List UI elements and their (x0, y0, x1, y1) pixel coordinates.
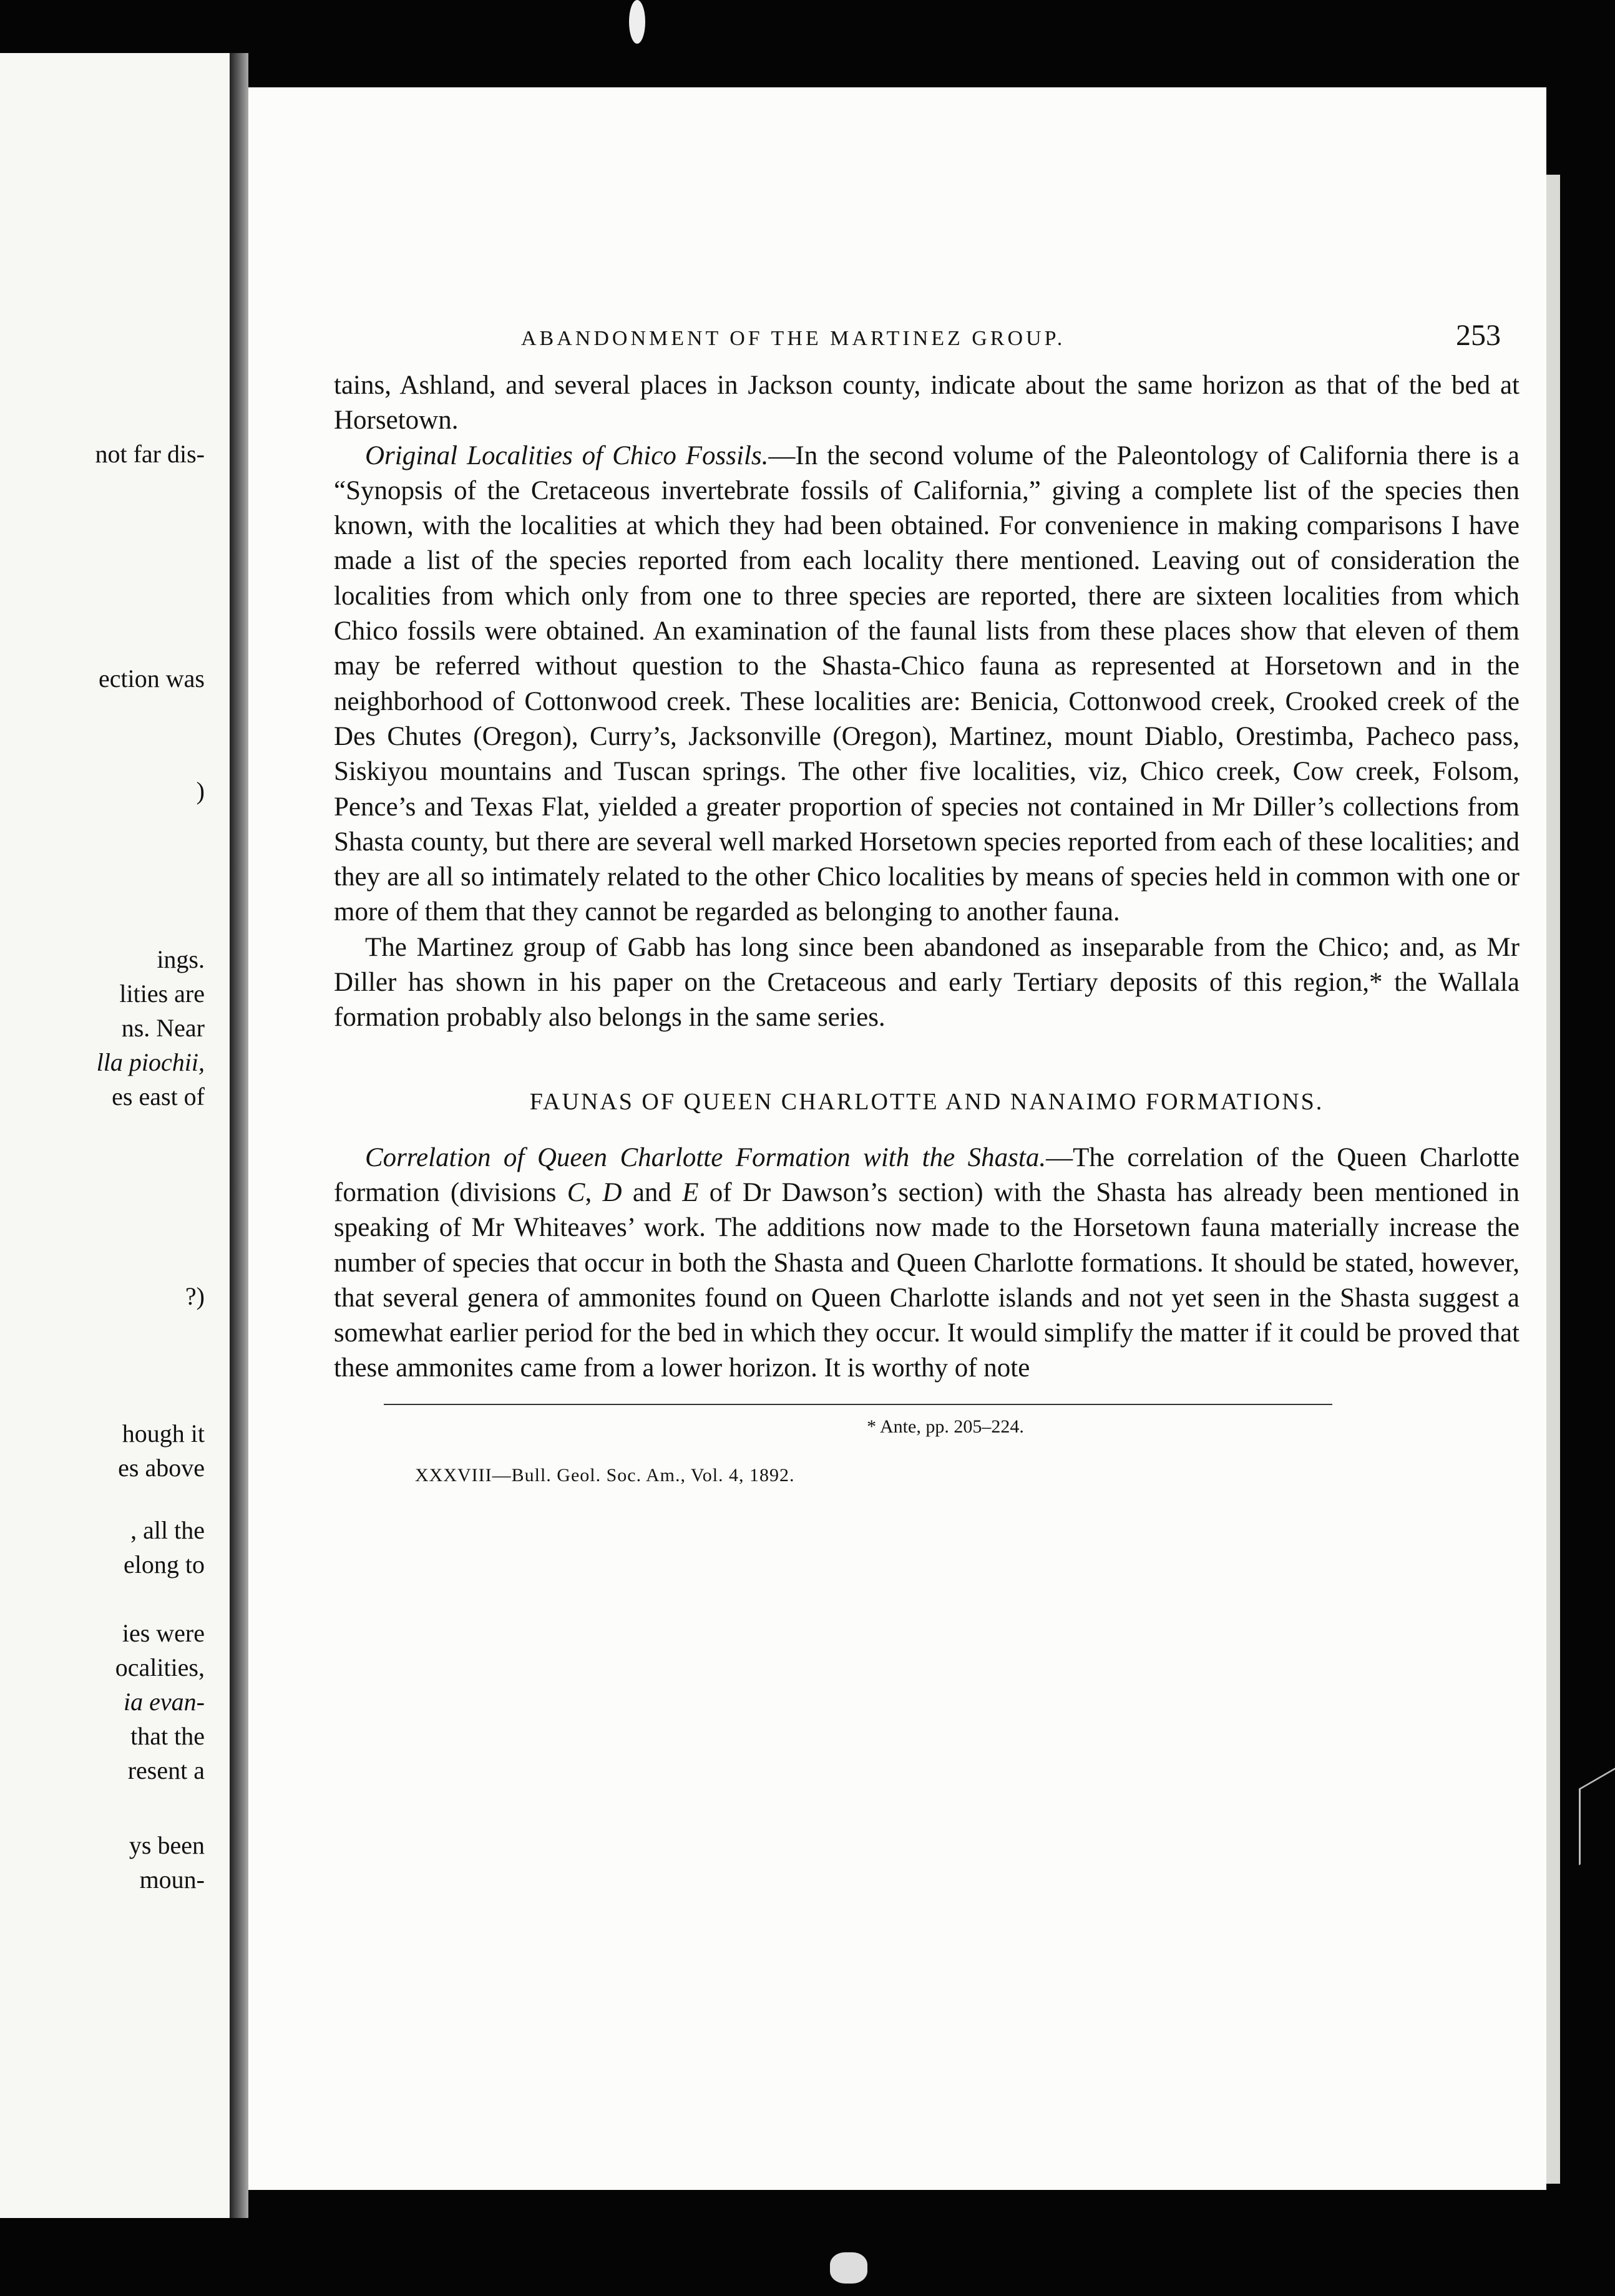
paragraph-heading: Correlation of Queen Charlotte Formation with the Shasta. (365, 1142, 1047, 1172)
paragraph-text: —In the second volume of the Paleontology of California there is a “Synopsis of the Cretaceous invertebrate fossils of California,” giving a complete list of the species then known, with the localities at which they had been obtained. For convenience in making comparisons I have made a list of the species reported from each locality there mentioned. Leaving out of consideration the localities from which only from one to three species are reported, there are sixteen localities from which Chico fossils were obtained. An examination of the faunal lists from these places show that eleven of them may be referred without question to the Shasta-Chico fauna as represented at Horsetown and in the neighborhood of Cottonwood creek. These localities are: Benicia, Cottonwood creek, Crooked creek of the Des Chutes (Oregon), Curry’s, Jacksonville (Oregon), Martinez, mount Diablo, Orestimba, Pacheco pass, Siskiyou mountains and Tuscan springs. The other five localities, viz, Chico creek, Cow creek, Folsom, Pence’s and Texas Flat, yielded a greater proportion of species not contained in Mr Diller’s collections from Shasta county, but there are several well marked Horsetown species reported from each of these localities; and they are all so intimately related to the other Chico localities by means of species held in common with one or more of them that they cannot be regarded as belonging to another fauna. (334, 440, 1520, 927)
facing-page-fragment: that the (130, 1722, 205, 1750)
facing-page-fragment: moun- (139, 1865, 205, 1894)
division-d: D (602, 1177, 622, 1207)
paragraph-text: —The correlation of the Queen Charlotte formation (divisions (334, 1142, 1520, 1207)
scan-artifact-bottom (830, 2252, 867, 2284)
facing-page-fragment: ings. (157, 945, 205, 973)
facing-page-fragment: ?) (185, 1282, 205, 1310)
page-edge (1546, 175, 1560, 2184)
facing-page-fragment: ection was (99, 664, 205, 693)
text-column (334, 318, 1520, 1486)
paragraph-correlation (334, 1141, 1520, 1386)
division-c: C (567, 1177, 585, 1207)
facing-page-fragment: not far dis- (95, 440, 205, 468)
section-heading: FAUNAS OF QUEEN CHARLOTTE AND NANAIMO FORMATIONS. (529, 1088, 1324, 1115)
separator: and (622, 1177, 683, 1207)
facing-page-fragment: ns. Near (121, 1014, 205, 1042)
page-number: 253 (1456, 319, 1501, 352)
paragraph-continuation: tains, Ashland, and several places in Jackson county, indicate about the same horizon as that of the bed at Horsetown. (334, 371, 1520, 435)
facing-page-fragment: resent a (127, 1756, 205, 1784)
scan-artifact-edge (1579, 1768, 1615, 1865)
facing-page-fragment: lla piochii, (96, 1048, 205, 1076)
scan-artifact-top (629, 0, 645, 44)
facing-page-fragment: elong to (124, 1550, 205, 1578)
facing-page-fragment: es above (118, 1454, 205, 1482)
facing-page-fragment: , all the (130, 1516, 205, 1544)
running-head (334, 318, 1520, 368)
signature-line: XXXVIII—Bull. Geol. Soc. Am., Vol. 4, 1892. (415, 1464, 795, 1486)
facing-page-fragment: ys been (129, 1831, 205, 1859)
facing-page-fragment: ) (196, 777, 205, 805)
paragraph-original-localities (334, 439, 1520, 930)
facing-page-fragment: lities are (119, 980, 205, 1008)
footnote-rule (384, 1404, 1332, 1405)
facing-page-fragment: ocalities, (115, 1653, 205, 1681)
running-head-title: ABANDONMENT OF THE MARTINEZ GROUP. (521, 327, 1066, 350)
book-gutter (230, 53, 248, 2218)
division-e: E (682, 1177, 699, 1207)
paragraph-martinez-group: The Martinez group of Gabb has long since been abandoned as inseparable from the Chico; and, as Mr Diller has shown in his paper on the Cretaceous and early Tertiary deposits of this region,* the Wallala formation probably also belongs in the same series. (334, 932, 1520, 1033)
footnote: * Ante, pp. 205–224. (867, 1416, 1024, 1437)
paragraph-heading: Original Localities of Chico Fossils. (365, 440, 769, 470)
paragraph-text: of Dr Dawson’s section) with the Shasta has already been mentioned in speaking of Mr Whiteaves’ work. The additions now made to the Horsetown fauna materially increase the number of species that occur in both the Shasta and Queen Charlotte formations. It should be stated, however, that several genera of ammonites found on Queen Charlotte islands and not yet seen in the Shasta suggest a somewhat earlier period for the bed in which they occur. It would simplify the matter if it could be proved that these ammonites came from a lower horizon. It is worthy of note (334, 1177, 1520, 1383)
facing-page (0, 53, 230, 2218)
separator: , (585, 1177, 603, 1207)
facing-page-fragment: ies were (122, 1619, 205, 1647)
main-page (248, 87, 1546, 2190)
facing-page-fragment: ia evan- (124, 1688, 205, 1716)
facing-page-fragment: hough it (122, 1419, 205, 1447)
facing-page-fragment: es east of (112, 1082, 205, 1111)
